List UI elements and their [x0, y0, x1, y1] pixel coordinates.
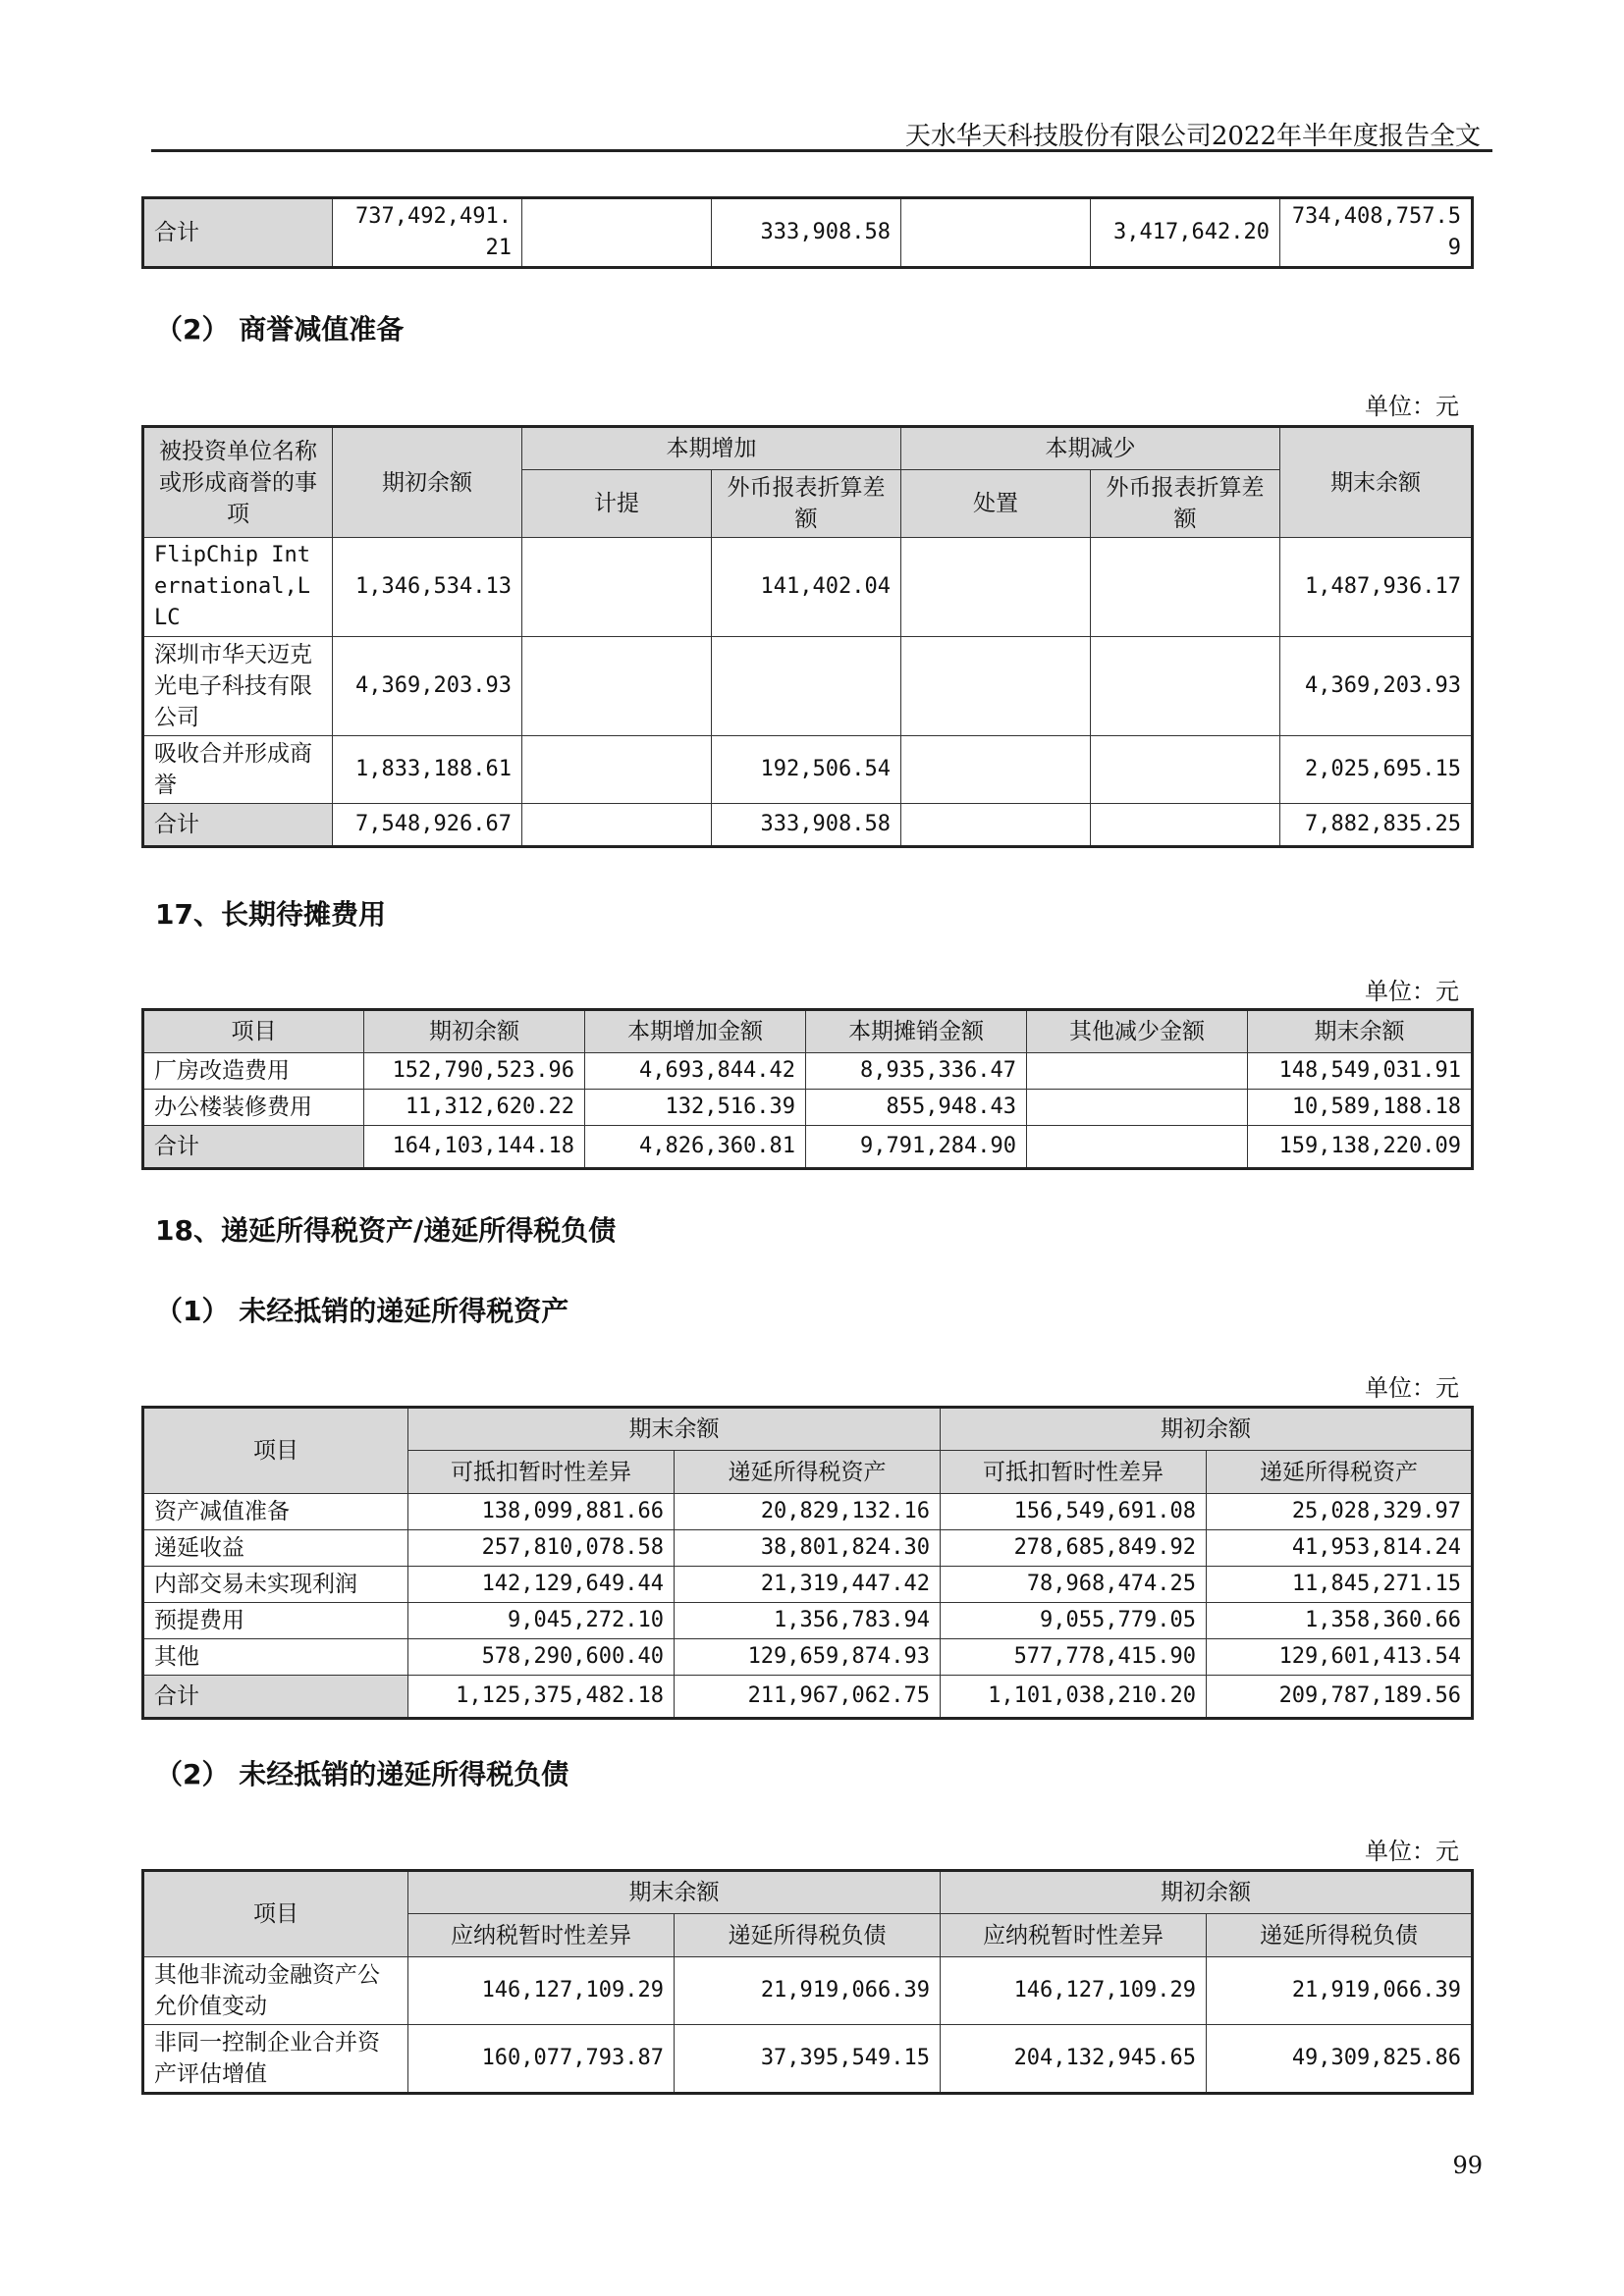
dtl-row-c-tax: 21,919,066.39 — [675, 1957, 941, 2025]
deferred-tax-assets-table — [141, 1406, 1474, 1720]
gw-row-fx-sub — [1091, 637, 1280, 736]
goodwill-impairment-title: （2） 商誉减值准备 — [155, 313, 405, 346]
gw-header-disposal: 处置 — [901, 470, 1091, 538]
gw-row-disposal — [901, 637, 1091, 736]
table-row — [143, 736, 1473, 804]
dta-row-o-tax: 11,845,271.15 — [1207, 1567, 1473, 1603]
pp-total-amortization: 9,791,284.90 — [806, 1126, 1027, 1169]
dta-row-o-diff: 156,549,691.08 — [941, 1494, 1207, 1530]
table-row — [143, 2025, 1473, 2094]
dta-header-c-tax: 递延所得税资产 — [675, 1451, 941, 1494]
dta-row-o-diff: 577,778,415.90 — [941, 1639, 1207, 1676]
gw-row-provision — [522, 637, 712, 736]
dtl-header-c-diff: 应纳税暂时性差异 — [408, 1914, 675, 1957]
gw-row-fx-add: 192,506.54 — [712, 736, 901, 804]
gw-row-name: 深圳市华天迈克光电子科技有限公司 — [143, 637, 333, 736]
dta-header-c-diff: 可抵扣暂时性差异 — [408, 1451, 675, 1494]
dta-header-o-tax: 递延所得税资产 — [1207, 1451, 1473, 1494]
dta-total-o-tax: 209,787,189.56 — [1207, 1676, 1473, 1719]
gw-row-provision — [522, 736, 712, 804]
dta-row-c-diff: 257,810,078.58 — [408, 1530, 675, 1567]
pp-row-name: 办公楼装修费用 — [143, 1090, 364, 1126]
pp-total-opening: 164,103,144.18 — [364, 1126, 585, 1169]
prepaid-unit: 单位：元 — [1365, 978, 1459, 1005]
dtl-title: （2） 未经抵销的递延所得税负债 — [155, 1758, 569, 1790]
dtl-unit: 单位：元 — [1365, 1838, 1459, 1865]
dta-row-o-diff: 9,055,779.05 — [941, 1603, 1207, 1639]
gw-header-item: 被投资单位名称或形成商誉的事项 — [143, 427, 333, 538]
pp-row-increase: 132,516.39 — [585, 1090, 806, 1126]
dta-row-name: 其他 — [143, 1639, 408, 1676]
pp-row-other-decrease — [1027, 1053, 1248, 1090]
gw-header-closing: 期末余额 — [1280, 427, 1473, 538]
dtl-row-o-diff: 146,127,109.29 — [941, 1957, 1207, 2025]
gw-row-fx-sub — [1091, 538, 1280, 637]
gw-row-opening: 4,369,203.93 — [333, 637, 522, 736]
dta-header-closing: 期末余额 — [408, 1408, 941, 1451]
table-total-row — [143, 1676, 1473, 1719]
dta-row-c-diff: 138,099,881.66 — [408, 1494, 675, 1530]
dtl-row-o-tax: 21,919,066.39 — [1207, 1957, 1473, 2025]
top-total-label: 合计 — [143, 198, 333, 268]
dta-row-c-diff: 142,129,649.44 — [408, 1567, 675, 1603]
dta-header-opening: 期初余额 — [941, 1408, 1473, 1451]
dta-header-item: 项目 — [143, 1408, 408, 1494]
deferred-tax-liabilities-table — [141, 1869, 1474, 2095]
table-row — [143, 1567, 1473, 1603]
page-number: 99 — [1452, 2152, 1483, 2179]
goodwill-impairment-table — [141, 425, 1474, 848]
pp-row-opening: 152,790,523.96 — [364, 1053, 585, 1090]
dta-total-c-diff: 1,125,375,482.18 — [408, 1676, 675, 1719]
top-total-opening: 737,492,491.21 — [333, 198, 522, 268]
dta-row-o-tax: 129,601,413.54 — [1207, 1639, 1473, 1676]
table-row — [143, 1603, 1473, 1639]
deferred-tax-title: 18、递延所得税资产/递延所得税负债 — [155, 1214, 617, 1247]
dtl-row-o-tax: 49,309,825.86 — [1207, 2025, 1473, 2094]
gw-row-disposal — [901, 736, 1091, 804]
pp-header-other-decrease: 其他减少金额 — [1027, 1010, 1248, 1053]
dta-title: （1） 未经抵销的递延所得税资产 — [155, 1295, 569, 1327]
gw-row-fx-add: 141,402.04 — [712, 538, 901, 637]
dta-total-label: 合计 — [143, 1676, 408, 1719]
top-total-provision — [522, 198, 712, 268]
gw-row-fx-add — [712, 637, 901, 736]
dta-row-o-tax: 41,953,814.24 — [1207, 1530, 1473, 1567]
dtl-header-c-tax: 递延所得税负债 — [675, 1914, 941, 1957]
dta-row-name: 内部交易未实现利润 — [143, 1567, 408, 1603]
gw-total-fx-sub — [1091, 804, 1280, 847]
gw-header-fx-sub: 外币报表折算差额 — [1091, 470, 1280, 538]
dtl-row-name: 非同一控制企业合并资产评估增值 — [143, 2025, 408, 2094]
dtl-header-opening: 期初余额 — [941, 1871, 1473, 1914]
dta-row-o-diff: 78,968,474.25 — [941, 1567, 1207, 1603]
pp-total-increase: 4,826,360.81 — [585, 1126, 806, 1169]
pp-row-closing: 10,589,188.18 — [1248, 1090, 1473, 1126]
pp-header-amortization: 本期摊销金额 — [806, 1010, 1027, 1053]
dtl-row-c-diff: 160,077,793.87 — [408, 2025, 675, 2094]
pp-row-closing: 148,549,031.91 — [1248, 1053, 1473, 1090]
gw-row-fx-sub — [1091, 736, 1280, 804]
pp-header-closing: 期末余额 — [1248, 1010, 1473, 1053]
pp-row-other-decrease — [1027, 1090, 1248, 1126]
dtl-row-name: 其他非流动金融资产公允价值变动 — [143, 1957, 408, 2025]
dta-total-c-tax: 211,967,062.75 — [675, 1676, 941, 1719]
dta-row-c-diff: 9,045,272.10 — [408, 1603, 675, 1639]
dta-row-name: 预提费用 — [143, 1603, 408, 1639]
dta-row-c-tax: 20,829,132.16 — [675, 1494, 941, 1530]
pp-row-amortization: 8,935,336.47 — [806, 1053, 1027, 1090]
dta-total-o-diff: 1,101,038,210.20 — [941, 1676, 1207, 1719]
report-header-title: 天水华天科技股份有限公司2022年半年度报告全文 — [904, 122, 1481, 151]
gw-total-provision — [522, 804, 712, 847]
gw-row-closing: 4,369,203.93 — [1280, 637, 1473, 736]
dtl-header-o-tax: 递延所得税负债 — [1207, 1914, 1473, 1957]
dta-row-name: 资产减值准备 — [143, 1494, 408, 1530]
table-total-row — [143, 804, 1473, 847]
dta-unit: 单位：元 — [1365, 1374, 1459, 1402]
dtl-header-closing: 期末余额 — [408, 1871, 941, 1914]
prepaid-expenses-table — [141, 1008, 1474, 1170]
pp-total-other-decrease — [1027, 1126, 1248, 1169]
header-divider — [151, 149, 1492, 152]
gw-header-decrease: 本期减少 — [901, 427, 1280, 470]
dta-row-c-tax: 129,659,874.93 — [675, 1639, 941, 1676]
gw-row-provision — [522, 538, 712, 637]
gw-total-opening: 7,548,926.67 — [333, 804, 522, 847]
dta-row-c-tax: 21,319,447.42 — [675, 1567, 941, 1603]
top-total-closing: 734,408,757.59 — [1280, 198, 1473, 268]
dtl-row-c-tax: 37,395,549.15 — [675, 2025, 941, 2094]
pp-header-increase: 本期增加金额 — [585, 1010, 806, 1053]
pp-header-opening: 期初余额 — [364, 1010, 585, 1053]
gw-row-closing: 1,487,936.17 — [1280, 538, 1473, 637]
top-total-fx-increase: 333,908.58 — [712, 198, 901, 268]
gw-header-fx-add: 外币报表折算差额 — [712, 470, 901, 538]
top-total-fx-decrease: 3,417,642.20 — [1091, 198, 1280, 268]
gw-total-disposal — [901, 804, 1091, 847]
table-row — [143, 1053, 1473, 1090]
pp-row-amortization: 855,948.43 — [806, 1090, 1027, 1126]
gw-row-opening: 1,833,188.61 — [333, 736, 522, 804]
gw-row-name: 吸收合并形成商誉 — [143, 736, 333, 804]
gw-header-increase: 本期增加 — [522, 427, 901, 470]
table-row — [143, 1957, 1473, 2025]
gw-row-closing: 2,025,695.15 — [1280, 736, 1473, 804]
table-row — [143, 1494, 1473, 1530]
pp-row-increase: 4,693,844.42 — [585, 1053, 806, 1090]
dta-row-o-tax: 1,358,360.66 — [1207, 1603, 1473, 1639]
top-total-disposal — [901, 198, 1091, 268]
dta-row-name: 递延收益 — [143, 1530, 408, 1567]
table-row — [143, 1090, 1473, 1126]
goodwill-unit: 单位：元 — [1365, 393, 1459, 420]
table-row — [143, 637, 1473, 736]
goodwill-original-total-table — [141, 196, 1474, 269]
dta-row-o-tax: 25,028,329.97 — [1207, 1494, 1473, 1530]
dtl-row-c-diff: 146,127,109.29 — [408, 1957, 675, 2025]
gw-total-label: 合计 — [143, 804, 333, 847]
dta-header-o-diff: 可抵扣暂时性差异 — [941, 1451, 1207, 1494]
dtl-header-item: 项目 — [143, 1871, 408, 1957]
pp-header-item: 项目 — [143, 1010, 364, 1053]
dta-row-c-tax: 1,356,783.94 — [675, 1603, 941, 1639]
dta-row-c-tax: 38,801,824.30 — [675, 1530, 941, 1567]
gw-row-disposal — [901, 538, 1091, 637]
table-total-row — [143, 1126, 1473, 1169]
table-row — [143, 1639, 1473, 1676]
dta-row-c-diff: 578,290,600.40 — [408, 1639, 675, 1676]
gw-total-closing: 7,882,835.25 — [1280, 804, 1473, 847]
table-row — [143, 538, 1473, 637]
dta-row-o-diff: 278,685,849.92 — [941, 1530, 1207, 1567]
dtl-row-o-diff: 204,132,945.65 — [941, 2025, 1207, 2094]
pp-row-opening: 11,312,620.22 — [364, 1090, 585, 1126]
pp-total-label: 合计 — [143, 1126, 364, 1169]
gw-total-fx-add: 333,908.58 — [712, 804, 901, 847]
dtl-header-o-diff: 应纳税暂时性差异 — [941, 1914, 1207, 1957]
pp-row-name: 厂房改造费用 — [143, 1053, 364, 1090]
gw-header-opening: 期初余额 — [333, 427, 522, 538]
gw-row-name: FlipChip International,LLC — [143, 538, 333, 637]
table-row — [143, 1530, 1473, 1567]
gw-row-opening: 1,346,534.13 — [333, 538, 522, 637]
prepaid-expenses-title: 17、长期待摊费用 — [155, 898, 386, 931]
gw-header-provision: 计提 — [522, 470, 712, 538]
pp-total-closing: 159,138,220.09 — [1248, 1126, 1473, 1169]
